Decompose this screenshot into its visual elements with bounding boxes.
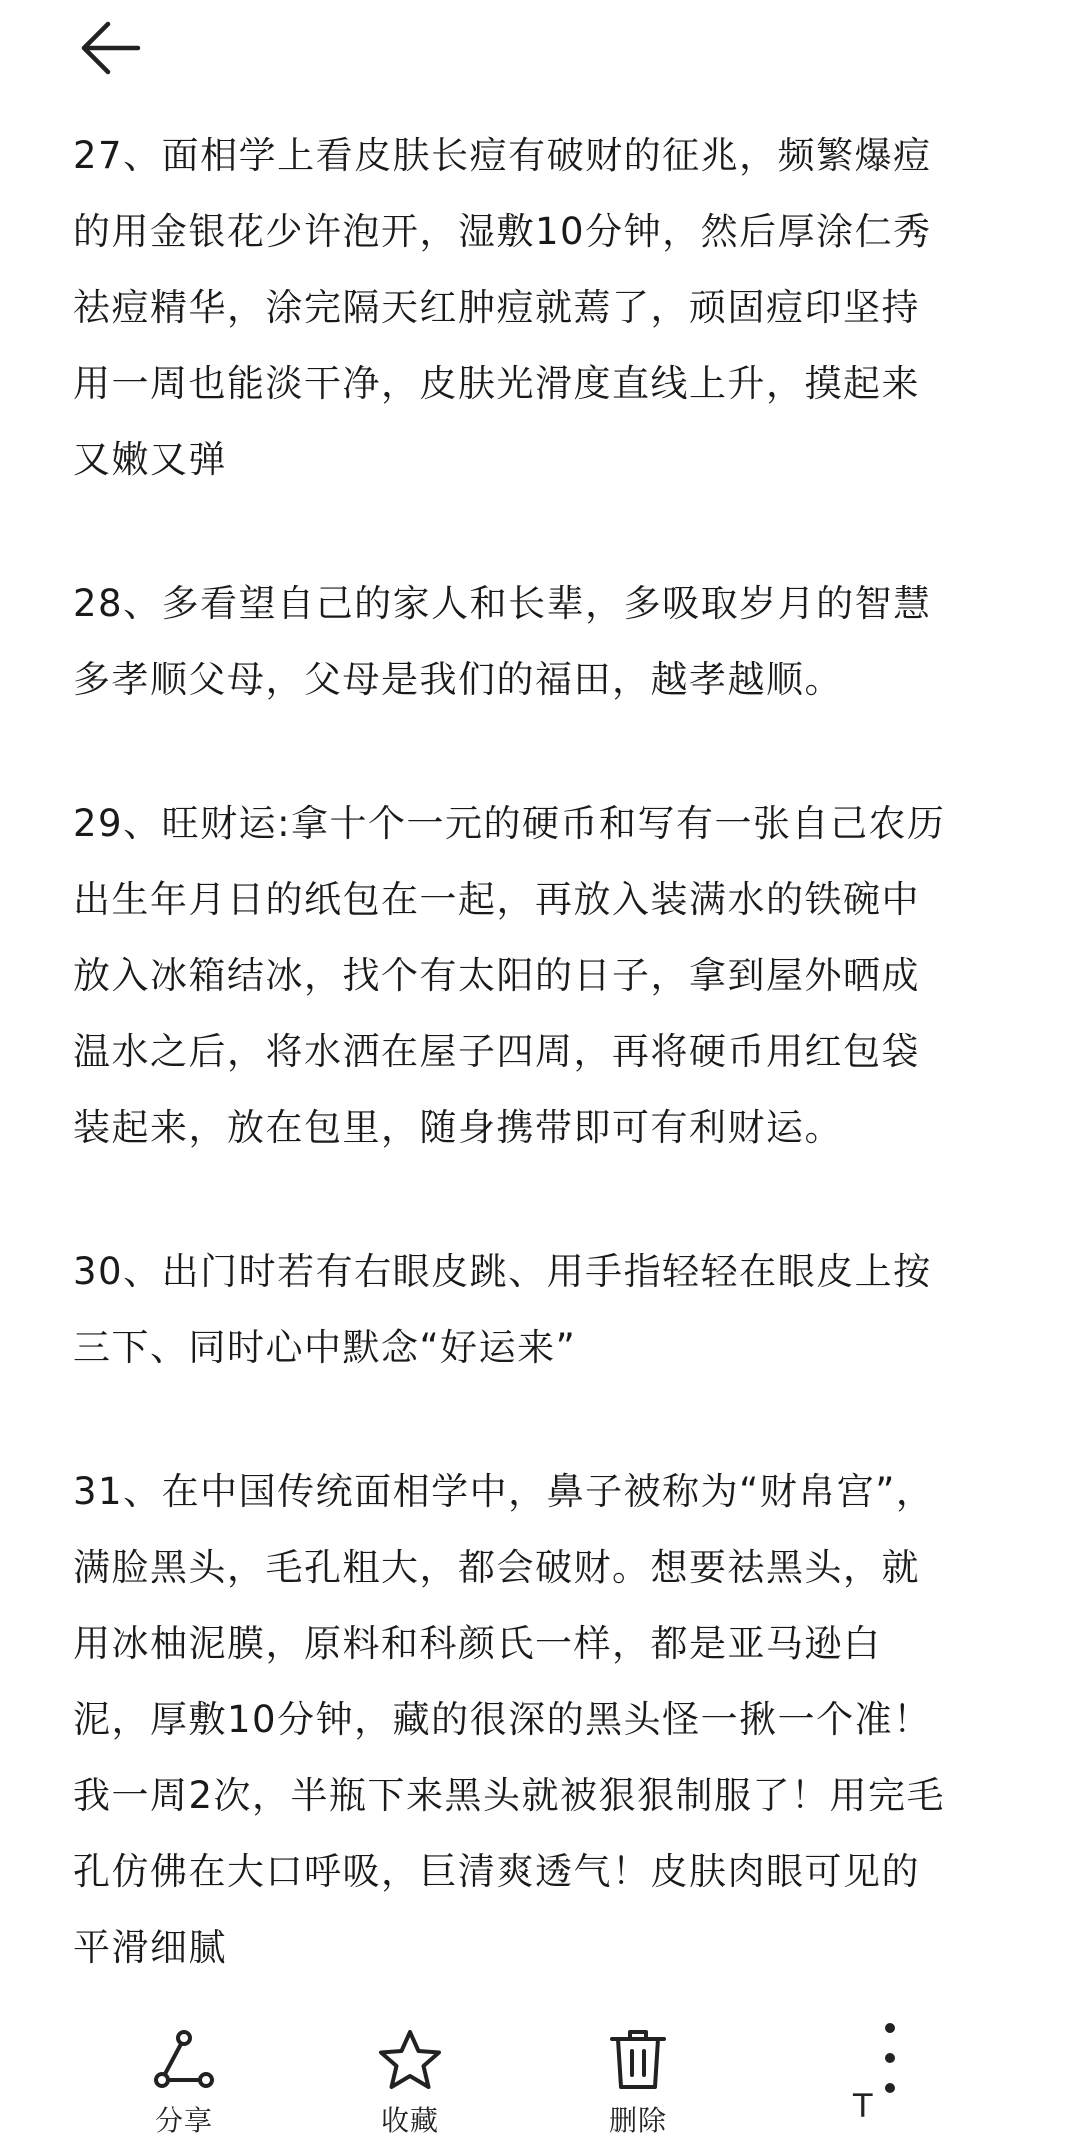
- tail-text: T: [853, 2087, 873, 2125]
- note-content: [73, 118, 1013, 2054]
- note-item-29: 29、旺财运:拿十个一元的硬币和写有一张自己农历 出生年月日的纸包在一起，再放入装满水的铁碗中 放入冰箱结冰，找个有太阳的日子，拿到屋外晒成 温水之后，将水洒在屋子四周，再将硬币用红包袋 装起来，放在包里，随身携带即可有利财运。: [73, 802, 946, 1149]
- favorite-label: 收藏: [380, 2104, 439, 2137]
- share-icon: [149, 2025, 219, 2095]
- back-button[interactable]: [70, 8, 150, 88]
- note-item-31: 31、在中国传统面相学中，鼻子被称为“财帛宫”， 满脸黑头，毛孔粗大，都会破财。想要祛黑头，就 用冰柚泥膜，原料和科颜氏一样，都是亚马逊白 泥，厚敷10分钟，藏的很深的黑头怪一揪一个准！ 我一周2次，半瓶下来黑头就被狠狠制服了！用完毛 孔仿佛在大口呼吸，巨清爽透气！皮肤肉眼可见的 平滑细腻: [73, 1470, 946, 1969]
- share-label: 分享: [154, 2104, 213, 2137]
- top-bar: [0, 0, 1080, 100]
- note-item-27: 27、面相学上看皮肤长痘有破财的征兆，频繁爆痘 的用金银花少许泡开，湿敷10分钟，然后厚涂仁秀 祛痘精华，涂完隔天红肿痘就蔫了，顽固痘印坚持 用一周也能淡干净，皮肤光滑度直线上升，摸起来 又嫩又弹: [73, 134, 932, 481]
- delete-button[interactable]: [573, 2025, 703, 2139]
- favorite-button[interactable]: [345, 2025, 475, 2139]
- more-vertical-icon: [880, 2018, 900, 2098]
- share-button[interactable]: [119, 2025, 249, 2139]
- note-item-28: 28、多看望自己的家人和长辈，多吸取岁月的智慧 多孝顺父母，父母是我们的福田，越孝越顺。: [73, 582, 932, 701]
- star-icon: [375, 2025, 445, 2095]
- note-item-30: 30、出门时若有右眼皮跳、用手指轻轻在眼皮上按 三下、同时心中默念“好运来”: [73, 1250, 932, 1369]
- trash-icon: [603, 2025, 673, 2095]
- arrow-left-icon: [78, 20, 142, 76]
- delete-label: 删除: [608, 2104, 667, 2137]
- bottom-toolbar: [0, 1985, 1080, 2151]
